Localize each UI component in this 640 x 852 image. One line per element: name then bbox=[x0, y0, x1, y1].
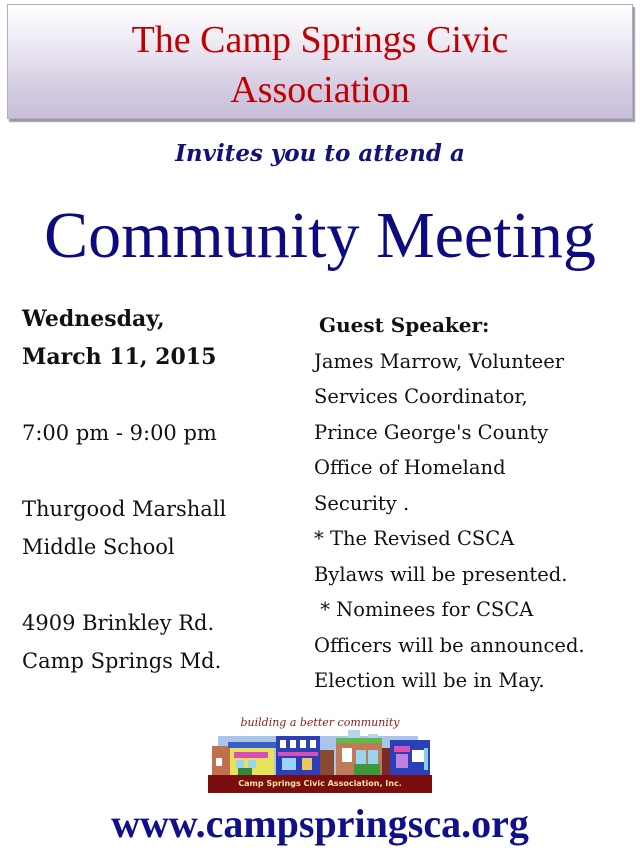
venue-line1: Thurgood Marshall bbox=[22, 497, 227, 521]
organization-name bbox=[8, 15, 632, 115]
event-details bbox=[22, 300, 302, 680]
guest-speaker-heading: Guest Speaker: bbox=[319, 313, 490, 337]
detail-line: Election will be in May. bbox=[314, 669, 545, 692]
spacer bbox=[22, 452, 302, 490]
detail-line: Services Coordinator, bbox=[314, 385, 528, 408]
detail-line: Officers will be announced. bbox=[314, 633, 585, 657]
detail-line: Prince George's County bbox=[314, 420, 549, 444]
agenda-details bbox=[314, 308, 634, 699]
spacer bbox=[22, 566, 302, 604]
meeting-title: Community Meeting bbox=[44, 199, 596, 272]
venue-line2: Middle School bbox=[22, 535, 175, 559]
event-time: 7:00 pm - 9:00 pm bbox=[22, 421, 217, 445]
address-line2: Camp Springs Md. bbox=[22, 649, 222, 673]
detail-line: James Marrow, Volunteer bbox=[314, 349, 565, 373]
logo-tagline: building a better community bbox=[240, 716, 400, 729]
event-date: March 11, 2015 bbox=[22, 344, 217, 370]
spacer bbox=[22, 376, 302, 414]
header-banner bbox=[7, 4, 633, 119]
detail-line: Bylaws will be presented. bbox=[314, 562, 568, 586]
association-logo bbox=[208, 716, 432, 796]
storefront-buildings-icon bbox=[208, 728, 432, 776]
detail-line: Security . bbox=[314, 491, 410, 515]
detail-line: * Nominees for CSCA bbox=[314, 598, 534, 621]
detail-line: Office of Homeland bbox=[314, 456, 506, 479]
detail-line: * The Revised CSCA bbox=[314, 527, 515, 550]
event-day: Wednesday, bbox=[22, 306, 165, 332]
logo-banner: Camp Springs Civic Association, Inc. bbox=[208, 775, 432, 793]
organization-name-line1: The Camp Springs Civic bbox=[131, 19, 509, 61]
address-line1: 4909 Brinkley Rd. bbox=[22, 611, 215, 635]
invitation-subtitle: Invites you to attend a bbox=[175, 140, 465, 167]
organization-name-line2: Association bbox=[230, 69, 410, 111]
website-link[interactable]: www.campspringsca.org bbox=[111, 801, 529, 846]
